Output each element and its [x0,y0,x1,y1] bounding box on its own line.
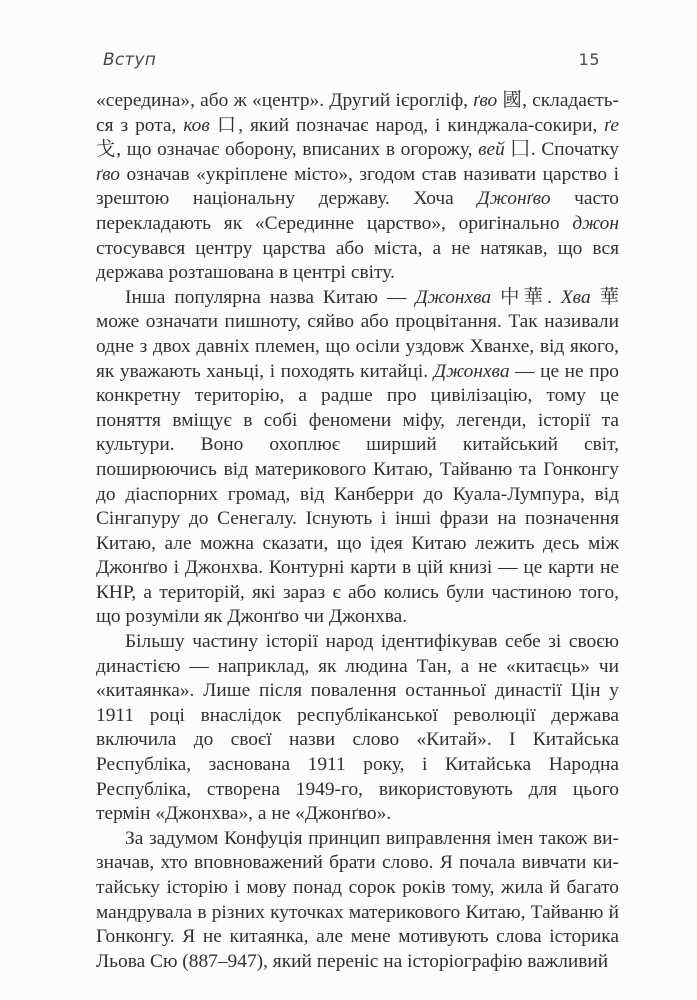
body-text [96,89,619,974]
page-number: 15 [578,50,600,69]
body-paragraph: Інша популярна назва Китаю — Джонхва 中華. Хва 華 може означати пишноту, сяйво або процвітання. Так називали одне з двох давніх племен, що осіли уздовж Хванхе, від якого, як уважають ханьці, і походять китайці. Джонхва — це не про конкретну територію, а радше про цивілізацію, тому це поняття вміщує в собі феномени міфу, легенди, історії та культури. Воно охоплює ширший китайський світ, поширюючись від материкового Китаю, Тайваню та Гонконгу до діаспорних громад, від Канберри до Куала-Лумпура, від Сінгапуру до Сенегалу. Існують і інші фрази на позначення Китаю, але можна сказати, що ідея Китаю лежить десь між Джонґво і Джонхва. Контурні карти в цій книзі — це карти не КНР, а територій, які зараз є або колись були частиною того, що розуміли як Джонґво чи Джонхва. [96,286,619,628]
body-paragraph: За задумом Конфуція принцип виправлення імен також визначав, хто вповноважений брати слово. Я почала вивчати китайську історію і мову понад сорок років тому, жила й багато мандрувала в різних куточках материкового Китаю, Тайваню й Гонконгу. Я не китаянка, але мене мотивують слова історика Льова Сю (887–947), який переніс на історіографію важливий [96,827,619,972]
section-title: Вступ [103,50,157,70]
body-paragraph: «середина», або ж «центр». Другий ієрогліф, ґво 國, складається з рота, ков 口, який позначає народ, і кинджала-сокири, ґе 戈, що означає оборону, вписаних в огорожу, вей 囗. Спочатку ґво означав «укріплене місто», згодом став називати царство і зрештою національну державу. Хоча Джонґво часто перекладають як «Серединне царство», оригінально джон стосувався центру царства або міста, а не натякав, що вся держава розташована в центрі світу. [96,90,620,284]
body-paragraph: Більшу частину історії народ ідентифікував себе зі своєю династією — наприклад, як людина Тан, а не «китаєць» чи «китаянка». Лише після повалення останньої династії Цін у 1911 році внаслідок республіканської революції держава включила до своєї назви слово «Китай». І Китайська Республіка, заснована 1911 року, і Китайська Народна Республіка, створена 1949-го, використовують для цього термін «Джонхва», а не «Джонґво». [96,631,619,825]
running-header [96,50,619,70]
